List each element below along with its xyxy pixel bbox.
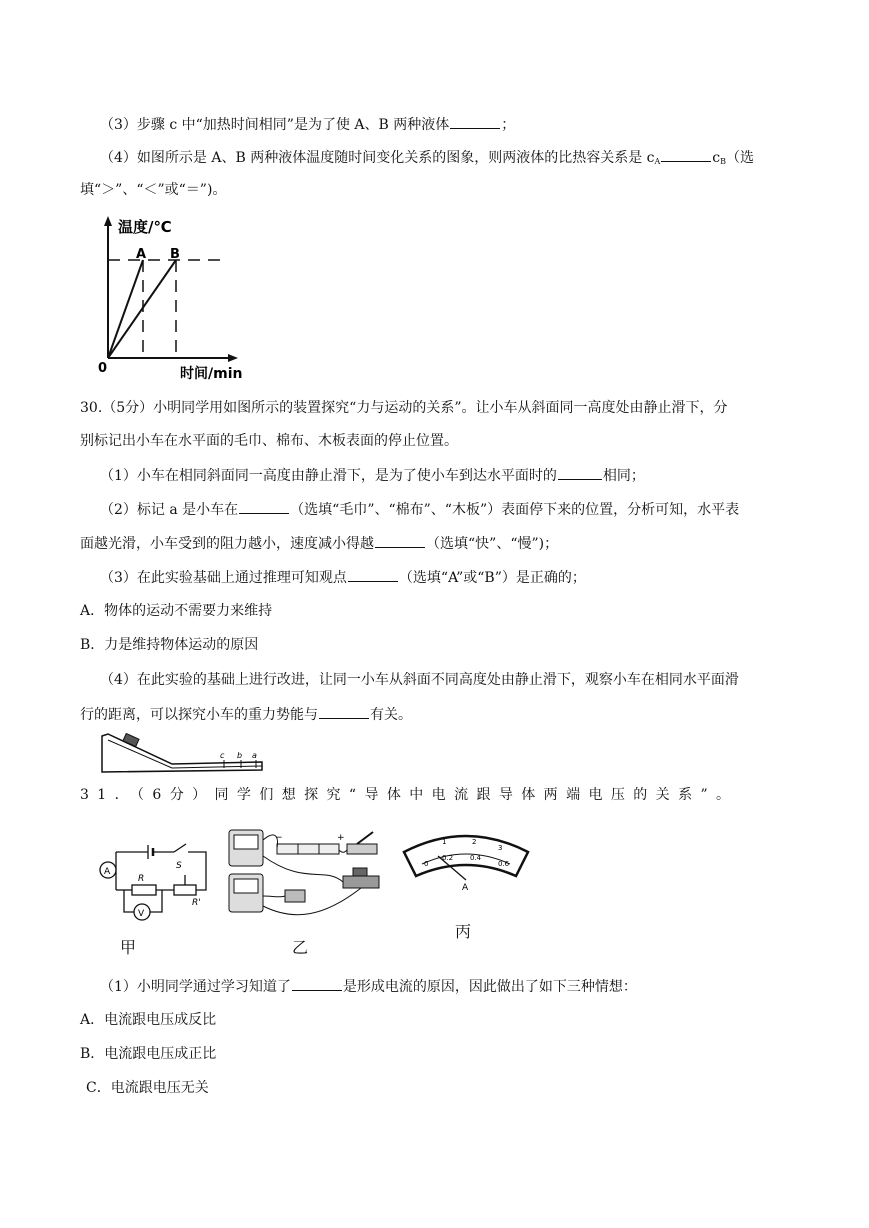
dial-tick-04: 0.4 — [470, 854, 482, 862]
ammeter-dial — [234, 835, 258, 849]
wire-top-right — [188, 852, 206, 880]
battery-minus: − — [275, 833, 283, 843]
q30-part3 — [100, 567, 586, 588]
q31-option-b: B．电流跟电压成正比 — [80, 1046, 217, 1062]
mark-c: c — [220, 751, 225, 760]
ammeter-dial-figure — [398, 828, 534, 898]
q30-part2-text4: （选填“快”、“慢”)； — [426, 536, 559, 552]
q29-part4-blank — [661, 147, 711, 162]
dial-unit: A — [462, 883, 469, 893]
q30-part4-text: 行的距离，可以探究小车的重力势能与 — [80, 707, 318, 723]
voltmeter-label: V — [138, 909, 145, 919]
q31-part1-text: （1）小明同学通过学习知道了 — [100, 979, 291, 995]
q30-part3-blank — [348, 567, 398, 582]
battery-box-icon — [277, 844, 339, 854]
dial-tick-1: 1 — [442, 838, 447, 846]
q30-intro-line1: 30.（5分）小明同学用如图所示的装置探究“力与运动的关系”。让小车从斜面同一高度处由静止滑下，分 — [80, 400, 728, 416]
voltmeter-dial — [234, 879, 258, 893]
dial-tick-0: 0 — [424, 860, 429, 868]
q30-option-a: A．物体的运动不需要力来维持 — [80, 603, 273, 619]
q30-part2-line2 — [80, 533, 558, 554]
fig-label-bing: 丙 — [455, 922, 472, 941]
line-b — [108, 260, 176, 358]
q29-part3-blank — [450, 114, 500, 129]
q29-part4 — [100, 147, 754, 172]
dial-tick-3: 3 — [498, 844, 503, 852]
fig-label-jia: 甲 — [120, 938, 137, 957]
q31-option-a: A．电流跟电压成反比 — [80, 1012, 217, 1028]
wire-r-right — [196, 880, 206, 890]
q31-part1 — [100, 976, 637, 997]
wire-2 — [339, 850, 347, 852]
switch-lever — [357, 832, 373, 844]
q30-part2-blank1 — [239, 499, 289, 514]
dial-face — [404, 836, 528, 876]
dial-tick-06: 0.6 — [498, 860, 510, 868]
q30-part2-text2: （选填“毛巾”、“棉布”、“木板”）表面停下来的位置，分析可知，水平表 — [290, 502, 740, 518]
ammeter-label: A — [104, 867, 111, 877]
physical-circuit-photo — [225, 826, 395, 926]
rheostat-knob — [353, 868, 367, 876]
q29-part4-sub-b: B — [720, 157, 727, 166]
q29-part3-text: （3）步骤 c 中“加热时间相同”是为了使 A、B 两种液体 — [100, 117, 450, 133]
q30-part2-text3: 面越光滑，小车受到的阻力越小，速度减小得越 — [80, 536, 374, 552]
q30-part4-end: 有关。 — [370, 707, 412, 723]
q31-part1-end: 是形成电流的原因，因此做出了如下三种情想： — [342, 979, 637, 995]
graph-label-a: A — [136, 247, 147, 262]
dial-tick-2: 2 — [472, 838, 477, 846]
battery-plus: + — [337, 833, 345, 843]
q30-part3-text: （3）在此实验基础上通过推理可知观点 — [100, 570, 347, 586]
q30-part4-line2 — [80, 704, 412, 725]
q29-part3-end: ； — [501, 117, 516, 133]
fig-label-yi: 乙 — [292, 938, 309, 957]
q30-part1-blank — [558, 465, 602, 480]
switch-label: S — [176, 861, 182, 871]
graph-label-b: B — [170, 247, 180, 262]
mark-a: a — [252, 751, 257, 760]
graph-origin: 0 — [98, 361, 108, 376]
ramp-figure — [100, 728, 265, 776]
temperature-time-graph — [96, 212, 266, 382]
q30-part4-line1: （4）在此实验的基础上进行改进，让同一小车从斜面不同高度处由静止滑下，观察小车在相同水平面滑 — [100, 672, 739, 688]
q30-part1-text: （1）小车在相同斜面同一高度由静止滑下，是为了使小车到达水平面时的 — [100, 468, 557, 484]
rheostat-device-icon — [343, 876, 379, 888]
q30-part2-blank2 — [375, 533, 425, 548]
resistor-icon — [132, 885, 156, 895]
q30-part1-end: 相同； — [602, 468, 645, 484]
rheostat-icon — [174, 885, 196, 895]
q29-part4-tail: （选 — [726, 150, 755, 166]
q30-part2 — [100, 499, 739, 520]
q31-intro: 31．（6分）同学们想探究“导体中电流跟导体两端电压的关系”。 — [80, 787, 739, 803]
q30-part3-end: （选填“A”或“B”）是正确的； — [398, 570, 586, 586]
mark-b: b — [237, 751, 243, 760]
q30-part4-blank — [319, 704, 369, 719]
line-a — [108, 260, 143, 358]
switch-blade — [174, 844, 186, 852]
dial-tick-02: 0.2 — [442, 854, 454, 862]
wire-4 — [263, 896, 285, 897]
q31-option-c: C．电流跟电压无关 — [86, 1080, 209, 1096]
resistor-label: R — [138, 874, 145, 884]
q30-intro-line2: 别标记出小车在水平面的毛巾、棉布、木板表面的停止位置。 — [80, 433, 458, 449]
q29-part4-line2: 填“＞”、“＜”或“＝”)。 — [80, 182, 227, 198]
y-axis-arrow — [104, 216, 112, 226]
wire-5 — [263, 888, 361, 915]
switch-device-icon — [347, 844, 377, 854]
circuit-diagram — [96, 830, 216, 930]
graph-xlabel: 时间/min — [180, 366, 243, 382]
q30-part2-text: （2）标记 a 是小车在 — [100, 502, 239, 518]
wire-3 — [263, 856, 343, 882]
q31-part1-blank — [292, 976, 342, 991]
rheostat-label: R' — [192, 898, 201, 908]
q30-option-b: B．力是维持物体运动的原因 — [80, 637, 259, 653]
graph-ylabel: 温度/℃ — [118, 218, 172, 236]
q29-part4-text: （4）如图所示是 A、B 两种液体温度随时间变化关系的图象，则两液体的比热容关系是 c — [100, 150, 655, 166]
q29-part4-c: c — [712, 150, 721, 166]
q29-part3 — [100, 114, 515, 135]
q30-part1 — [100, 465, 645, 486]
resistor-device-icon — [285, 890, 305, 902]
x-axis-arrow — [228, 354, 238, 362]
q29-part4-sub-a: A — [654, 157, 661, 166]
